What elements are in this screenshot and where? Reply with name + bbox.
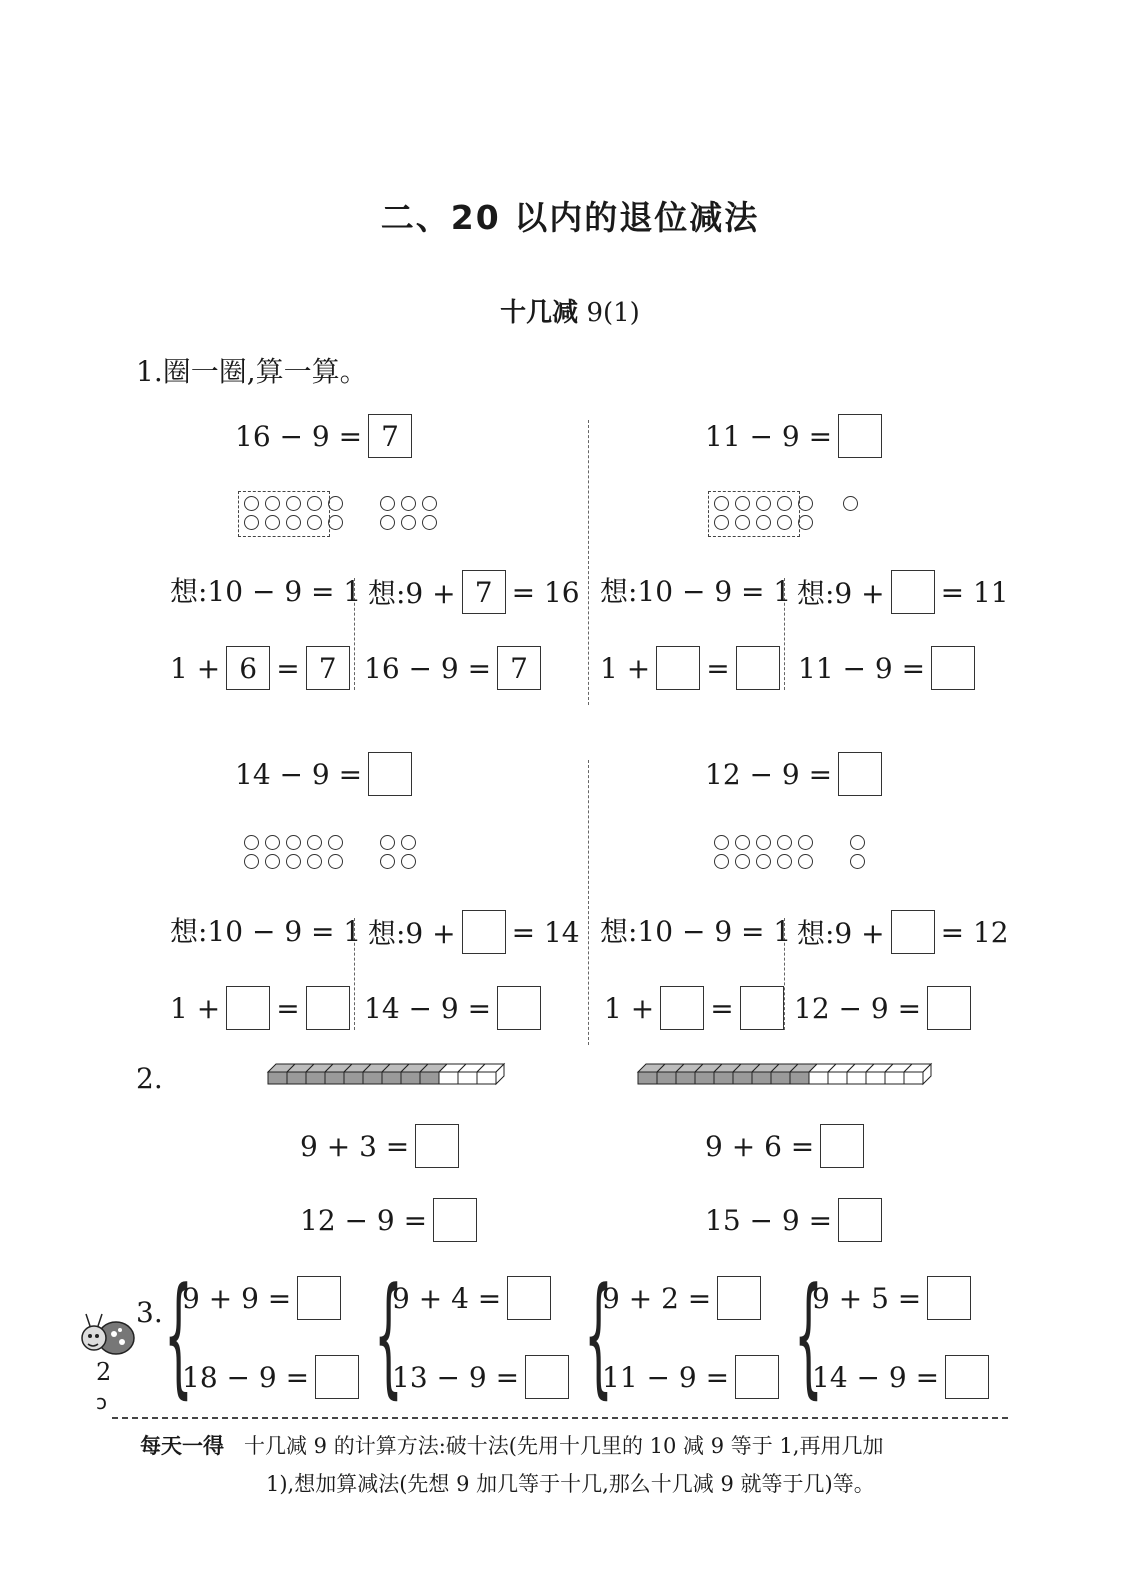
block1-top-text: 11 − 9 =	[705, 419, 833, 453]
q3-pair3-top	[602, 1276, 761, 1320]
block3-top-eq	[705, 752, 882, 796]
block3-think2-answer[interactable]	[891, 910, 935, 954]
block1-l1-answer1[interactable]	[656, 646, 700, 690]
q3-pair3-top-text: 9 + 2 =	[602, 1281, 712, 1315]
block2-l1-answer2[interactable]	[306, 986, 350, 1030]
block0-think1: 想:10 − 9 = 1	[170, 575, 362, 608]
cube-front	[344, 1072, 363, 1084]
block1-think2-a: 想:9 +	[797, 577, 885, 610]
block2-top-answer[interactable]	[368, 752, 412, 796]
q2-eq-3	[705, 1124, 864, 1168]
cube-front	[420, 1072, 439, 1084]
block3-l1-answer2[interactable]	[740, 986, 784, 1030]
block1-think2-b: = 11	[940, 575, 1009, 609]
block0-l1-answer1[interactable]: 6	[226, 646, 270, 690]
cube-front	[714, 1072, 733, 1084]
q3-pair1-bottom	[182, 1355, 359, 1399]
block0-line1	[170, 646, 350, 690]
block0-think2-a: 想:9 +	[368, 577, 456, 610]
q3-pair2-top-answer[interactable]	[507, 1276, 551, 1320]
q3-pair2-top-text: 9 + 4 =	[392, 1281, 502, 1315]
q3-pair4-bottom-text: 14 − 9 =	[812, 1360, 940, 1394]
block1-think2-answer[interactable]	[891, 570, 935, 614]
q2-eq-2-text: 12 − 9 =	[300, 1203, 428, 1237]
block1-circles-left	[714, 496, 818, 534]
cube-front	[676, 1072, 695, 1084]
block3-circles-left	[714, 835, 818, 873]
q2-eq-3-answer[interactable]	[820, 1124, 864, 1168]
cube-front	[325, 1072, 344, 1084]
block1-top-eq	[705, 414, 882, 458]
block2-l1-a: 1 +	[170, 991, 221, 1025]
block2-circles-left	[244, 835, 348, 873]
block3-think2-a: 想:9 +	[797, 917, 885, 950]
block1-l1-eq: =	[706, 651, 730, 685]
q3-pair2-top	[392, 1276, 551, 1320]
cube-front	[771, 1072, 790, 1084]
cube-front	[885, 1072, 904, 1084]
caterpillar-mascot-icon	[78, 1308, 138, 1358]
cube-front	[401, 1072, 420, 1084]
cube-front	[382, 1072, 401, 1084]
block1-circles-right	[843, 496, 863, 515]
block0-top-answer[interactable]: 7	[368, 414, 412, 458]
block2-line1	[170, 986, 350, 1030]
block2-line2	[364, 986, 541, 1030]
q3-pair1-top-text: 9 + 9 =	[182, 1281, 292, 1315]
block2-think2	[368, 910, 580, 954]
cube-front	[657, 1072, 676, 1084]
q3-pair1-top-answer[interactable]	[297, 1276, 341, 1320]
block0-l1-a: 1 +	[170, 651, 221, 685]
q3-pair2-bottom	[392, 1355, 569, 1399]
block3-line1	[604, 986, 784, 1030]
q2-eq-2	[300, 1198, 477, 1242]
q3-pair4-top	[812, 1276, 971, 1320]
block3-think2-b: = 12	[940, 915, 1009, 949]
question-2-label: 2.	[136, 1062, 163, 1095]
cube-front	[790, 1072, 809, 1084]
block3-l1-eq: =	[710, 991, 734, 1025]
block1-l2-answer[interactable]	[931, 646, 975, 690]
block3-l1-answer1[interactable]	[660, 986, 704, 1030]
subtitle-rest: 9(1)	[578, 298, 640, 328]
block3-top-text: 12 − 9 =	[705, 757, 833, 791]
block3-line2	[794, 986, 971, 1030]
page-number: 2	[96, 1358, 112, 1386]
divider-q1-bottom	[588, 760, 589, 1045]
subtitle-bold: 十几减	[500, 298, 579, 328]
q3-pair1-bottom-text: 18 − 9 =	[182, 1360, 310, 1394]
block2-l2-answer[interactable]	[497, 986, 541, 1030]
brace-2: {	[374, 1259, 403, 1411]
block3-circles-right	[850, 835, 870, 873]
cube-front	[287, 1072, 306, 1084]
q3-pair2-bottom-text: 13 − 9 =	[392, 1360, 520, 1394]
q3-pair2-bottom-answer[interactable]	[525, 1355, 569, 1399]
q2-eq-4-answer[interactable]	[838, 1198, 882, 1242]
question-1-label: 1.圈一圈,算一算。	[136, 355, 368, 388]
block0-think2	[368, 570, 580, 614]
section-subtitle	[0, 292, 1140, 329]
block0-top-eq	[235, 414, 412, 458]
block0-line2	[364, 646, 541, 690]
cube-front	[809, 1072, 828, 1084]
q2-eq-4	[705, 1198, 882, 1242]
block1-think1: 想:10 − 9 = 1	[600, 575, 792, 608]
cube-front	[268, 1072, 287, 1084]
bar-left	[266, 1060, 516, 1090]
block1-l1-answer2[interactable]	[736, 646, 780, 690]
cube-front	[638, 1072, 657, 1084]
block3-l2-text: 12 − 9 =	[794, 991, 922, 1025]
q2-eq-3-text: 9 + 6 =	[705, 1129, 815, 1163]
block0-top-text: 16 − 9 =	[235, 419, 363, 453]
cube-front	[733, 1072, 752, 1084]
block0-l1-answer2[interactable]: 7	[306, 646, 350, 690]
block1-l2-text: 11 − 9 =	[798, 651, 926, 685]
brace-4: {	[794, 1259, 823, 1411]
block2-think1: 想:10 − 9 = 1	[170, 915, 362, 948]
block0-think2-b: = 16	[511, 575, 580, 609]
block1-line2	[798, 646, 975, 690]
bar-right	[636, 1060, 946, 1090]
q3-pair3-bottom-text: 11 − 9 =	[602, 1360, 730, 1394]
brace-3: {	[584, 1259, 613, 1411]
tip-label: 每天一得	[140, 1434, 224, 1458]
cube-front	[866, 1072, 885, 1084]
block2-think2-a: 想:9 +	[368, 917, 456, 950]
tip-line-2: 1),想加算减法(先想 9 加几等于十几,那么十几减 9 就等于几)等。	[266, 1472, 875, 1496]
corner-marker-icon: ↄ	[96, 1390, 107, 1414]
block2-top-eq	[235, 752, 412, 796]
block0-l1-eq: =	[276, 651, 300, 685]
block2-think2-b: = 14	[511, 915, 580, 949]
tip-text-1: 十几减 9 的计算方法:破十法(先用十几里的 10 减 9 等于 1,再用几加	[244, 1434, 884, 1458]
footer-divider	[112, 1417, 1008, 1419]
block3-l2-answer[interactable]	[927, 986, 971, 1030]
block3-l1-a: 1 +	[604, 991, 655, 1025]
cube-front	[752, 1072, 771, 1084]
q3-pair3-bottom	[602, 1355, 779, 1399]
q3-pair1-top	[182, 1276, 341, 1320]
block3-top-answer[interactable]	[838, 752, 882, 796]
brace-1: {	[164, 1259, 193, 1411]
block0-l2-text: 16 − 9 =	[364, 651, 492, 685]
cube-front	[477, 1072, 496, 1084]
block1-l1-a: 1 +	[600, 651, 651, 685]
block2-l1-eq: =	[276, 991, 300, 1025]
cube-front	[904, 1072, 923, 1084]
q2-eq-4-text: 15 − 9 =	[705, 1203, 833, 1237]
q2-eq-2-answer[interactable]	[433, 1198, 477, 1242]
block0-think2-answer[interactable]: 7	[462, 570, 506, 614]
block0-l2-answer[interactable]: 7	[497, 646, 541, 690]
block1-line1	[600, 646, 780, 690]
q2-eq-1-text: 9 + 3 =	[300, 1129, 410, 1163]
cube-front	[828, 1072, 847, 1084]
q3-pair3-bottom-answer[interactable]	[735, 1355, 779, 1399]
block0-circles-left	[244, 496, 348, 534]
q3-pair4-top-text: 9 + 5 =	[812, 1281, 922, 1315]
tip-line-1	[140, 1427, 883, 1465]
block2-circles-right	[380, 835, 421, 873]
block2-l2-text: 14 − 9 =	[364, 991, 492, 1025]
q3-pair3-top-answer[interactable]	[717, 1276, 761, 1320]
cube-front	[363, 1072, 382, 1084]
cube-front	[439, 1072, 458, 1084]
block2-top-text: 14 − 9 =	[235, 757, 363, 791]
block1-think2	[797, 570, 1009, 614]
q3-pair4-bottom-answer[interactable]	[945, 1355, 989, 1399]
block3-think1: 想:10 − 9 = 1	[600, 915, 792, 948]
cube-front	[306, 1072, 325, 1084]
block1-top-answer[interactable]	[838, 414, 882, 458]
block0-circles-right	[380, 496, 442, 534]
block2-l1-answer1[interactable]	[226, 986, 270, 1030]
q3-pair4-bottom	[812, 1355, 989, 1399]
question-3-label: 3.	[136, 1296, 163, 1329]
q2-eq-1	[300, 1124, 459, 1168]
cube-front	[847, 1072, 866, 1084]
q3-pair1-bottom-answer[interactable]	[315, 1355, 359, 1399]
q3-pair4-top-answer[interactable]	[927, 1276, 971, 1320]
divider-q1-top	[588, 420, 589, 705]
block3-think2	[797, 910, 1009, 954]
cube-front	[458, 1072, 477, 1084]
cube-front	[695, 1072, 714, 1084]
page-title: 二、20 以内的退位减法	[380, 198, 760, 237]
q2-eq-1-answer[interactable]	[415, 1124, 459, 1168]
block2-think2-answer[interactable]	[462, 910, 506, 954]
